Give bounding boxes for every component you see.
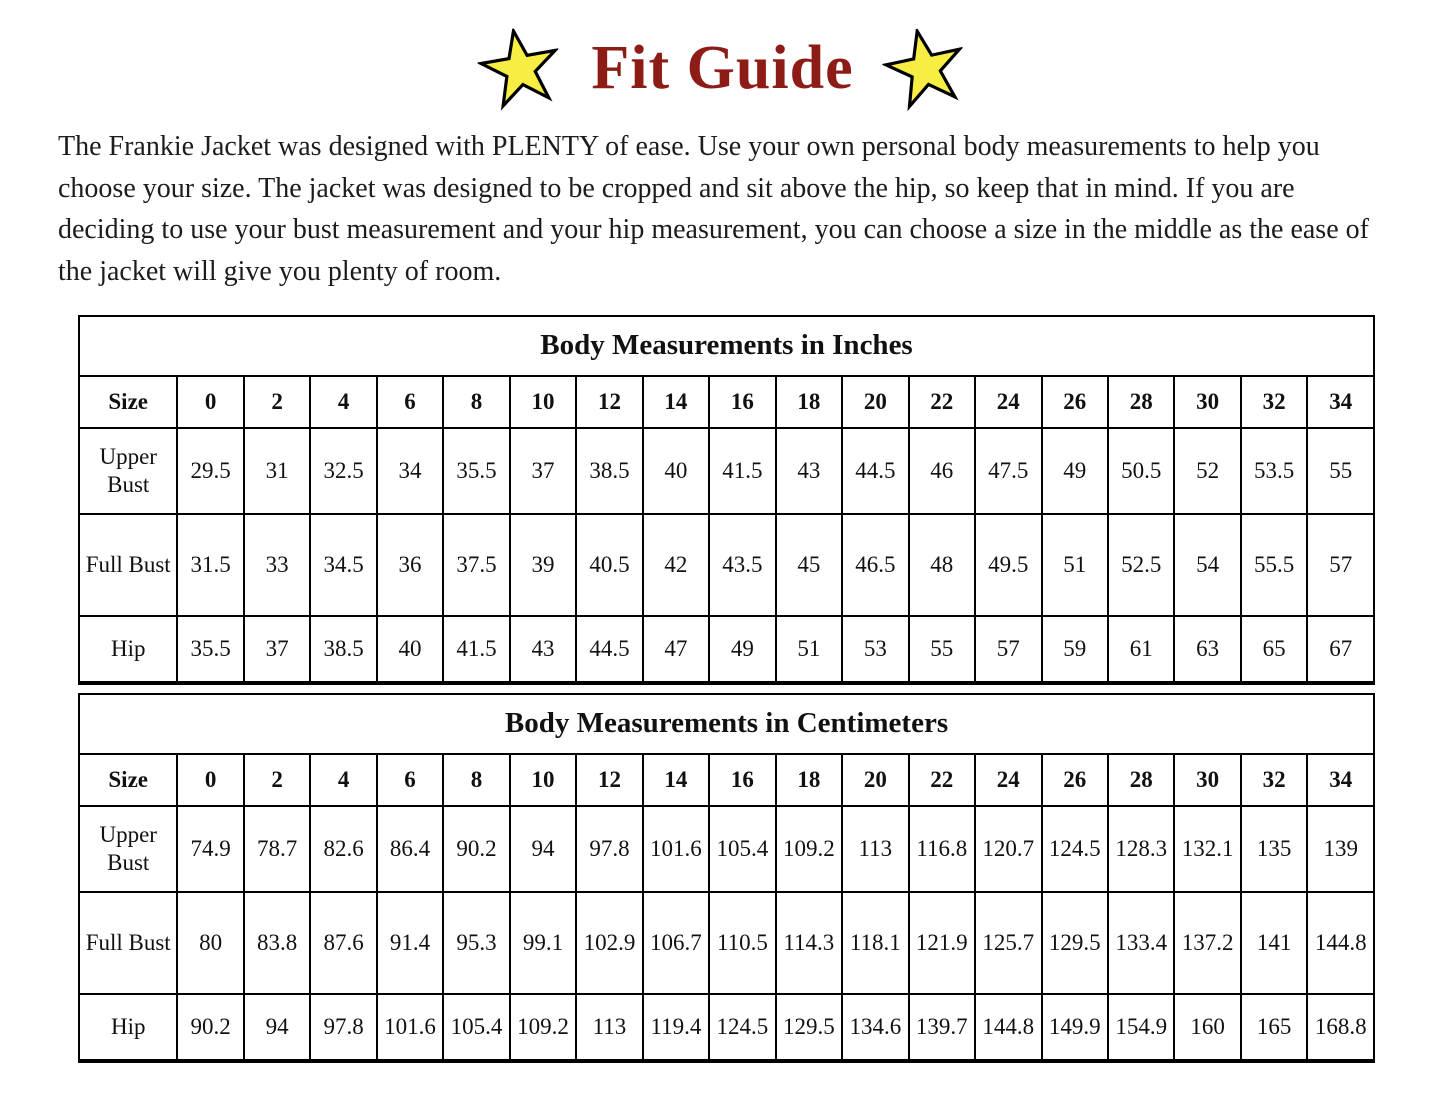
value-cell: 120.7 — [975, 806, 1041, 892]
size-cell: 0 — [177, 376, 243, 428]
value-cell: 46 — [909, 428, 975, 514]
value-cell: 105.4 — [443, 994, 509, 1061]
size-cell: 6 — [377, 754, 443, 806]
size-cell: 28 — [1108, 754, 1174, 806]
value-cell: 49 — [709, 616, 775, 683]
value-cell: 94 — [510, 806, 576, 892]
size-cell: 24 — [975, 754, 1041, 806]
value-cell: 41.5 — [443, 616, 509, 683]
value-cell: 102.9 — [576, 892, 642, 994]
value-cell: 38.5 — [576, 428, 642, 514]
value-cell: 144.8 — [975, 994, 1041, 1061]
size-cell: 24 — [975, 376, 1041, 428]
value-cell: 29.5 — [177, 428, 243, 514]
tables — [78, 315, 1375, 1063]
value-cell: 90.2 — [177, 994, 243, 1061]
value-cell: 95.3 — [443, 892, 509, 994]
value-cell: 55 — [909, 616, 975, 683]
value-cell: 121.9 — [909, 892, 975, 994]
size-row — [79, 376, 1374, 428]
value-cell: 47.5 — [975, 428, 1041, 514]
value-cell: 47 — [643, 616, 709, 683]
value-cell: 124.5 — [1042, 806, 1108, 892]
table-title-row — [79, 316, 1374, 376]
value-cell: 134.6 — [842, 994, 908, 1061]
value-cell: 129.5 — [776, 994, 842, 1061]
value-cell: 133.4 — [1108, 892, 1174, 994]
value-cell: 40 — [377, 616, 443, 683]
value-cell: 36 — [377, 514, 443, 616]
value-cell: 91.4 — [377, 892, 443, 994]
value-cell: 40 — [643, 428, 709, 514]
size-cell: 14 — [643, 376, 709, 428]
size-cell: 16 — [709, 754, 775, 806]
value-cell: 48 — [909, 514, 975, 616]
value-cell: 31 — [244, 428, 310, 514]
value-cell: 49 — [1042, 428, 1108, 514]
value-cell: 113 — [576, 994, 642, 1061]
value-cell: 52.5 — [1108, 514, 1174, 616]
value-cell: 55.5 — [1241, 514, 1307, 616]
centimeters-table — [78, 693, 1375, 1063]
size-cell: 12 — [576, 754, 642, 806]
size-header-cell: Size — [79, 754, 177, 806]
value-cell: 43 — [776, 428, 842, 514]
row-label: Hip — [79, 616, 177, 683]
value-cell: 55 — [1307, 428, 1374, 514]
row-label: Upper Bust — [79, 806, 177, 892]
value-cell: 74.9 — [177, 806, 243, 892]
size-cell: 26 — [1042, 376, 1108, 428]
table-title: Body Measurements in Centimeters — [79, 694, 1374, 754]
value-cell: 51 — [1042, 514, 1108, 616]
value-cell: 135 — [1241, 806, 1307, 892]
value-cell: 42 — [643, 514, 709, 616]
size-cell: 10 — [510, 754, 576, 806]
value-cell: 38.5 — [310, 616, 376, 683]
value-cell: 34.5 — [310, 514, 376, 616]
value-cell: 50.5 — [1108, 428, 1174, 514]
value-cell: 106.7 — [643, 892, 709, 994]
value-cell: 35.5 — [443, 428, 509, 514]
size-cell: 16 — [709, 376, 775, 428]
value-cell: 110.5 — [709, 892, 775, 994]
table-title-row — [79, 694, 1374, 754]
value-cell: 37 — [510, 428, 576, 514]
value-cell: 87.6 — [310, 892, 376, 994]
value-cell: 99.1 — [510, 892, 576, 994]
value-cell: 165 — [1241, 994, 1307, 1061]
size-cell: 22 — [909, 376, 975, 428]
value-cell: 113 — [842, 806, 908, 892]
value-cell: 43.5 — [709, 514, 775, 616]
value-cell: 59 — [1042, 616, 1108, 683]
value-cell: 46.5 — [842, 514, 908, 616]
size-cell: 14 — [643, 754, 709, 806]
size-cell: 26 — [1042, 754, 1108, 806]
value-cell: 53 — [842, 616, 908, 683]
star-icon — [876, 20, 973, 115]
value-cell: 54 — [1174, 514, 1240, 616]
value-cell: 61 — [1108, 616, 1174, 683]
size-cell: 20 — [842, 376, 908, 428]
value-cell: 160 — [1174, 994, 1240, 1061]
value-cell: 119.4 — [643, 994, 709, 1061]
value-cell: 53.5 — [1241, 428, 1307, 514]
measurement-row — [79, 892, 1374, 994]
value-cell: 57 — [1307, 514, 1374, 616]
value-cell: 35.5 — [177, 616, 243, 683]
size-cell: 4 — [310, 376, 376, 428]
value-cell: 44.5 — [576, 616, 642, 683]
value-cell: 52 — [1174, 428, 1240, 514]
row-label: Upper Bust — [79, 428, 177, 514]
value-cell: 139 — [1307, 806, 1374, 892]
value-cell: 101.6 — [377, 994, 443, 1061]
value-cell: 43 — [510, 616, 576, 683]
value-cell: 137.2 — [1174, 892, 1240, 994]
measurement-row — [79, 428, 1374, 514]
value-cell: 124.5 — [709, 994, 775, 1061]
size-cell: 30 — [1174, 754, 1240, 806]
value-cell: 109.2 — [510, 994, 576, 1061]
size-cell: 8 — [443, 376, 509, 428]
size-cell: 4 — [310, 754, 376, 806]
value-cell: 109.2 — [776, 806, 842, 892]
value-cell: 94 — [244, 994, 310, 1061]
size-cell: 2 — [244, 754, 310, 806]
value-cell: 86.4 — [377, 806, 443, 892]
size-cell: 22 — [909, 754, 975, 806]
value-cell: 37 — [244, 616, 310, 683]
page-header — [0, 26, 1445, 110]
value-cell: 32.5 — [310, 428, 376, 514]
inches-table — [78, 315, 1375, 685]
size-cell: 18 — [776, 376, 842, 428]
value-cell: 118.1 — [842, 892, 908, 994]
value-cell: 149.9 — [1042, 994, 1108, 1061]
value-cell: 80 — [177, 892, 243, 994]
value-cell: 31.5 — [177, 514, 243, 616]
measurement-row — [79, 616, 1374, 683]
value-cell: 63 — [1174, 616, 1240, 683]
size-cell: 30 — [1174, 376, 1240, 428]
size-cell: 34 — [1307, 376, 1374, 428]
value-cell: 67 — [1307, 616, 1374, 683]
value-cell: 132.1 — [1174, 806, 1240, 892]
value-cell: 129.5 — [1042, 892, 1108, 994]
row-label: Full Bust — [79, 892, 177, 994]
value-cell: 41.5 — [709, 428, 775, 514]
row-label: Hip — [79, 994, 177, 1061]
intro-paragraph: The Frankie Jacket was designed with PLENTY of ease. Use your own personal body measurements to help you choose your size. The jacket was designed to be cropped and sit above the hip, so keep that in mind. If you are deciding to use your bust measurement and your hip measurement, you can choose a size in the middle as the ease of the jacket will give you plenty of room. — [58, 131, 1369, 288]
value-cell: 101.6 — [643, 806, 709, 892]
value-cell: 40.5 — [576, 514, 642, 616]
value-cell: 139.7 — [909, 994, 975, 1061]
value-cell: 57 — [975, 616, 1041, 683]
value-cell: 51 — [776, 616, 842, 683]
value-cell: 105.4 — [709, 806, 775, 892]
value-cell: 44.5 — [842, 428, 908, 514]
table-title: Body Measurements in Inches — [79, 316, 1374, 376]
size-cell: 34 — [1307, 754, 1374, 806]
value-cell: 34 — [377, 428, 443, 514]
value-cell: 114.3 — [776, 892, 842, 994]
value-cell: 37.5 — [443, 514, 509, 616]
size-row — [79, 754, 1374, 806]
size-cell: 12 — [576, 376, 642, 428]
value-cell: 39 — [510, 514, 576, 616]
value-cell: 154.9 — [1108, 994, 1174, 1061]
value-cell: 78.7 — [244, 806, 310, 892]
value-cell: 168.8 — [1307, 994, 1374, 1061]
size-cell: 0 — [177, 754, 243, 806]
page-title: Fit Guide — [591, 34, 854, 102]
size-cell: 8 — [443, 754, 509, 806]
value-cell: 65 — [1241, 616, 1307, 683]
value-cell: 90.2 — [443, 806, 509, 892]
size-cell: 20 — [842, 754, 908, 806]
value-cell: 144.8 — [1307, 892, 1374, 994]
measurement-row — [79, 806, 1374, 892]
value-cell: 82.6 — [310, 806, 376, 892]
value-cell: 128.3 — [1108, 806, 1174, 892]
size-cell: 18 — [776, 754, 842, 806]
measurement-row — [79, 514, 1374, 616]
size-cell: 10 — [510, 376, 576, 428]
size-cell: 6 — [377, 376, 443, 428]
value-cell: 125.7 — [975, 892, 1041, 994]
size-cell: 2 — [244, 376, 310, 428]
value-cell: 49.5 — [975, 514, 1041, 616]
measurement-row — [79, 994, 1374, 1061]
row-label: Full Bust — [79, 514, 177, 616]
value-cell: 33 — [244, 514, 310, 616]
size-header-cell: Size — [79, 376, 177, 428]
size-cell: 28 — [1108, 376, 1174, 428]
value-cell: 141 — [1241, 892, 1307, 994]
value-cell: 97.8 — [310, 994, 376, 1061]
size-cell: 32 — [1241, 754, 1307, 806]
value-cell: 45 — [776, 514, 842, 616]
size-cell: 32 — [1241, 376, 1307, 428]
value-cell: 83.8 — [244, 892, 310, 994]
value-cell: 116.8 — [909, 806, 975, 892]
value-cell: 97.8 — [576, 806, 642, 892]
star-icon — [473, 21, 568, 114]
